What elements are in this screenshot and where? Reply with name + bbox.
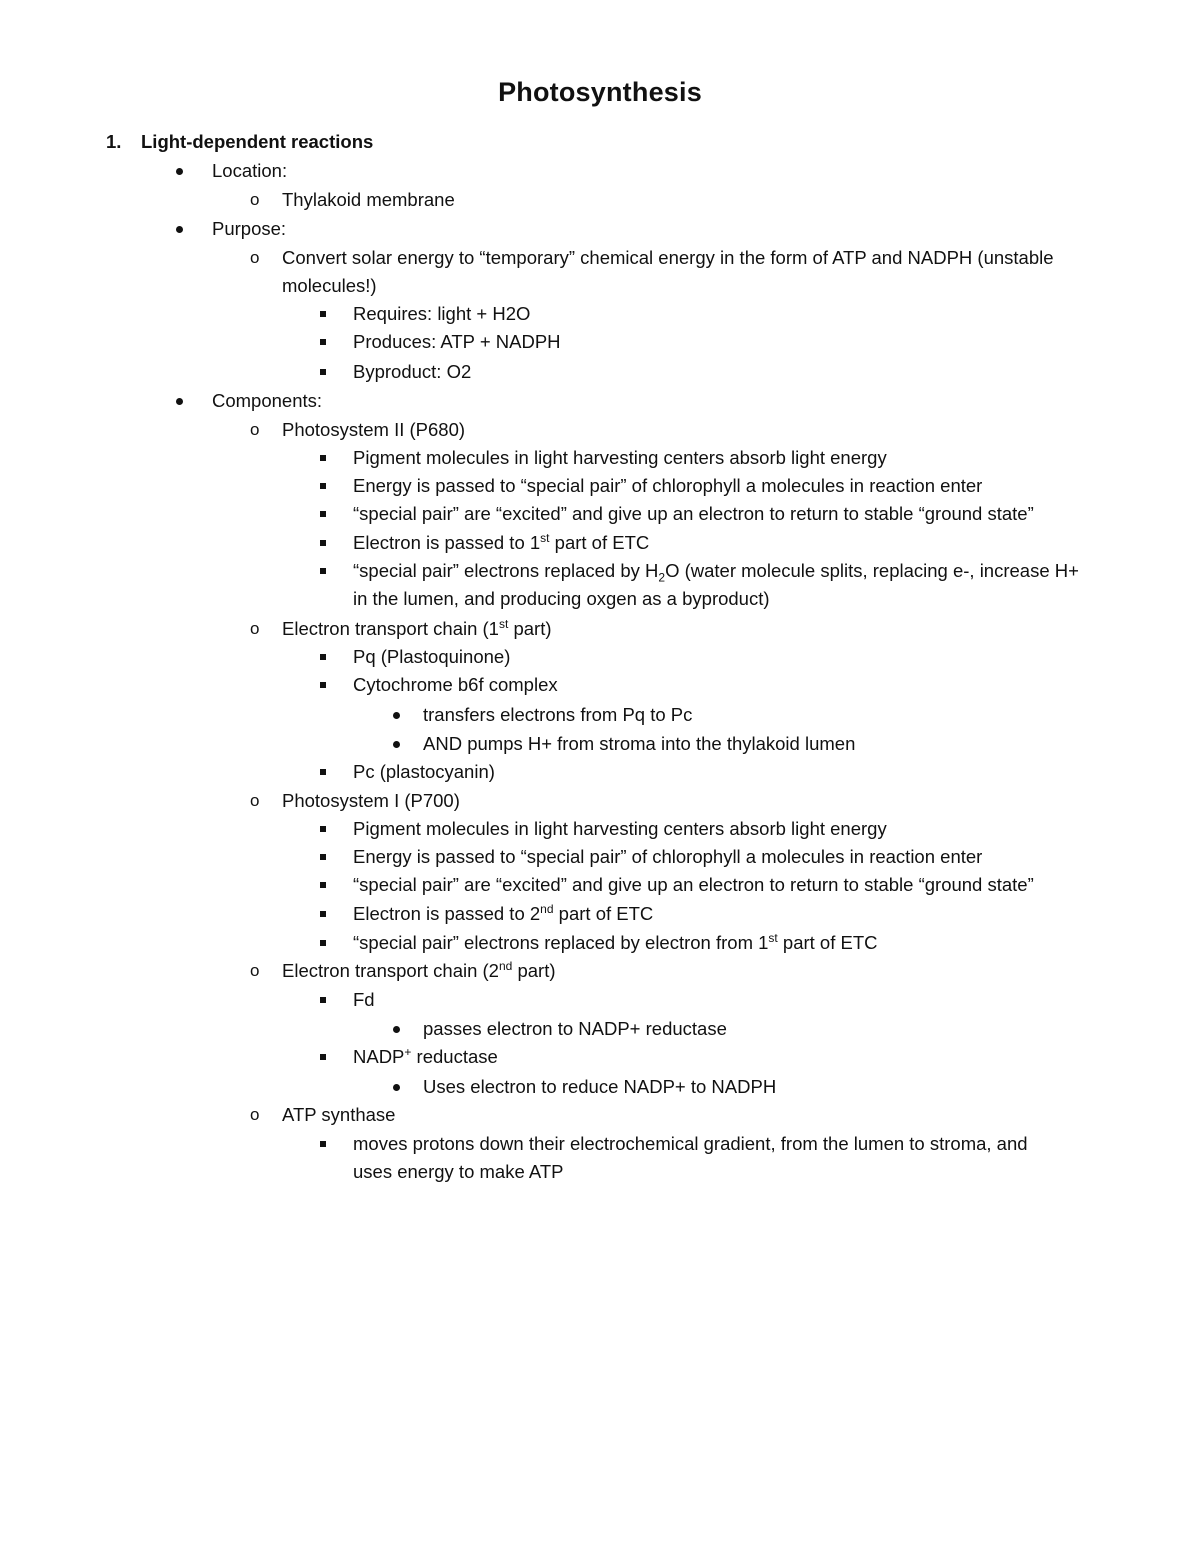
ps2-electron-rest: part of ETC bbox=[549, 532, 650, 553]
bullet-square-icon bbox=[320, 568, 326, 574]
ps2-electron-text bbox=[353, 529, 649, 557]
fd-text: Fd bbox=[353, 989, 375, 1010]
bullet-square-icon bbox=[320, 826, 326, 832]
etc2-main: Electron transport chain (2 bbox=[282, 960, 499, 981]
bullet-square-icon bbox=[320, 483, 326, 489]
bullet-square-icon bbox=[320, 911, 326, 917]
bullet-ring-icon: o bbox=[250, 248, 260, 267]
nadp-reductase-text bbox=[353, 1043, 498, 1071]
bullet-square-icon bbox=[320, 769, 326, 775]
ps2-excited-text: “special pair” are “excited” and give up an electron to return to stable “ground state” bbox=[353, 503, 1034, 524]
bullet-square-icon bbox=[320, 339, 326, 345]
pq-text: Pq (Plastoquinone) bbox=[353, 646, 511, 667]
cytochrome-text: Cytochrome b6f complex bbox=[353, 674, 558, 695]
ps1-electron-superscript: nd bbox=[540, 901, 554, 916]
produces-text: Produces: ATP + NADPH bbox=[353, 331, 561, 352]
etc1-superscript: st bbox=[498, 616, 509, 631]
bullet-square-icon bbox=[320, 369, 326, 375]
components-label: Components: bbox=[212, 390, 323, 411]
pc-text: Pc (plastocyanin) bbox=[353, 761, 495, 782]
location-value: Thylakoid membrane bbox=[282, 189, 455, 210]
ps2-replaced-main: “special pair” electrons replaced by H bbox=[353, 560, 659, 581]
requires-text: Requires: light + H2O bbox=[353, 303, 531, 324]
atp-moves-cont-text: uses energy to make ATP bbox=[353, 1161, 564, 1182]
bullet-square-icon bbox=[320, 511, 326, 517]
cyt-pump-text: AND pumps H+ from stroma into the thylakoid lumen bbox=[423, 733, 856, 754]
bullet-dot-icon bbox=[176, 398, 183, 405]
purpose-text: Convert solar energy to “temporary” chemical energy in the form of ATP and NADPH (unstable bbox=[282, 247, 1054, 268]
ps2-replaced-subscript: 2 bbox=[658, 570, 666, 585]
location-label: Location: bbox=[212, 160, 288, 181]
ps1-replaced-superscript: st bbox=[768, 930, 778, 945]
ps1-replaced-text bbox=[353, 929, 878, 957]
nadp-superscript: + bbox=[404, 1044, 412, 1059]
bullet-ring-icon: o bbox=[250, 619, 260, 638]
ps1-electron-text bbox=[353, 900, 653, 928]
nadp-main: NADP bbox=[353, 1046, 405, 1067]
bullet-square-icon bbox=[320, 311, 326, 317]
photosystem-i-text: Photosystem I (P700) bbox=[282, 790, 460, 811]
ps2-replaced-text bbox=[353, 557, 1079, 585]
nadp-uses-text: Uses electron to reduce NADP+ to NADPH bbox=[423, 1076, 777, 1097]
ps1-energy-text: Energy is passed to “special pair” of chlorophyll a molecules in reaction enter bbox=[353, 846, 983, 867]
section-number: 1. bbox=[106, 131, 122, 152]
etc-part-1-text bbox=[282, 615, 552, 643]
bullet-square-icon bbox=[320, 682, 326, 688]
bullet-square-icon bbox=[320, 997, 326, 1003]
bullet-square-icon bbox=[320, 540, 326, 546]
bullet-ring-icon: o bbox=[250, 1105, 260, 1124]
etc2-rest: part) bbox=[512, 960, 556, 981]
bullet-square-icon bbox=[320, 854, 326, 860]
purpose-text-cont: molecules!) bbox=[282, 275, 377, 296]
page-title: Photosynthesis bbox=[498, 77, 702, 107]
bullet-ring-icon: o bbox=[250, 961, 260, 980]
ps2-energy-text: Energy is passed to “special pair” of chlorophyll a molecules in reaction enter bbox=[353, 475, 983, 496]
ps2-replaced-rest: O (water molecule splits, replacing e-, increase H+ bbox=[665, 560, 1079, 581]
bullet-square-icon bbox=[320, 940, 326, 946]
ps2-pigment-text: Pigment molecules in light harvesting centers absorb light energy bbox=[353, 447, 887, 468]
etc1-rest: part) bbox=[508, 618, 552, 639]
etc-part-2-text bbox=[282, 957, 556, 985]
bullet-ring-icon: o bbox=[250, 190, 260, 209]
bullet-ring-icon: o bbox=[250, 791, 260, 810]
fd-passes-text: passes electron to NADP+ reductase bbox=[423, 1018, 727, 1039]
ps1-electron-rest: part of ETC bbox=[553, 903, 654, 924]
bullet-square-icon bbox=[320, 455, 326, 461]
ps1-replaced-rest: part of ETC bbox=[777, 932, 878, 953]
ps2-replaced-cont-text: in the lumen, and producing oxgen as a byproduct) bbox=[353, 588, 770, 609]
photosystem-ii-text: Photosystem II (P680) bbox=[282, 419, 466, 440]
bullet-dot-icon bbox=[393, 712, 400, 719]
atp-synthase-text: ATP synthase bbox=[282, 1104, 396, 1125]
ps2-electron-main: Electron is passed to 1 bbox=[353, 532, 541, 553]
ps1-electron-main: Electron is passed to 2 bbox=[353, 903, 541, 924]
atp-moves-text: moves protons down their electrochemical gradient, from the lumen to stroma, and bbox=[353, 1133, 1028, 1154]
ps1-pigment-text: Pigment molecules in light harvesting centers absorb light energy bbox=[353, 818, 887, 839]
bullet-square-icon bbox=[320, 882, 326, 888]
bullet-dot-icon bbox=[393, 1084, 400, 1091]
ps2-electron-superscript: st bbox=[540, 530, 550, 545]
cyt-transfer-text: transfers electrons from Pq to Pc bbox=[423, 704, 693, 725]
bullet-square-icon bbox=[320, 654, 326, 660]
ps1-excited-text: “special pair” are “excited” and give up an electron to return to stable “ground state” bbox=[353, 874, 1034, 895]
bullet-dot-icon bbox=[176, 168, 183, 175]
bullet-ring-icon: o bbox=[250, 420, 260, 439]
etc1-main: Electron transport chain (1 bbox=[282, 618, 499, 639]
bullet-dot-icon bbox=[176, 226, 183, 233]
section-heading-text: Light-dependent reactions bbox=[141, 131, 374, 152]
ps1-replaced-main: “special pair” electrons replaced by electron from 1 bbox=[353, 932, 769, 953]
bullet-square-icon bbox=[320, 1141, 326, 1147]
bullet-dot-icon bbox=[393, 1026, 400, 1033]
byproduct-text: Byproduct: O2 bbox=[353, 361, 472, 382]
bullet-dot-icon bbox=[393, 741, 400, 748]
bullet-square-icon bbox=[320, 1054, 326, 1060]
nadp-rest: reductase bbox=[411, 1046, 498, 1067]
etc2-superscript: nd bbox=[498, 958, 513, 973]
purpose-label: Purpose: bbox=[212, 218, 287, 239]
